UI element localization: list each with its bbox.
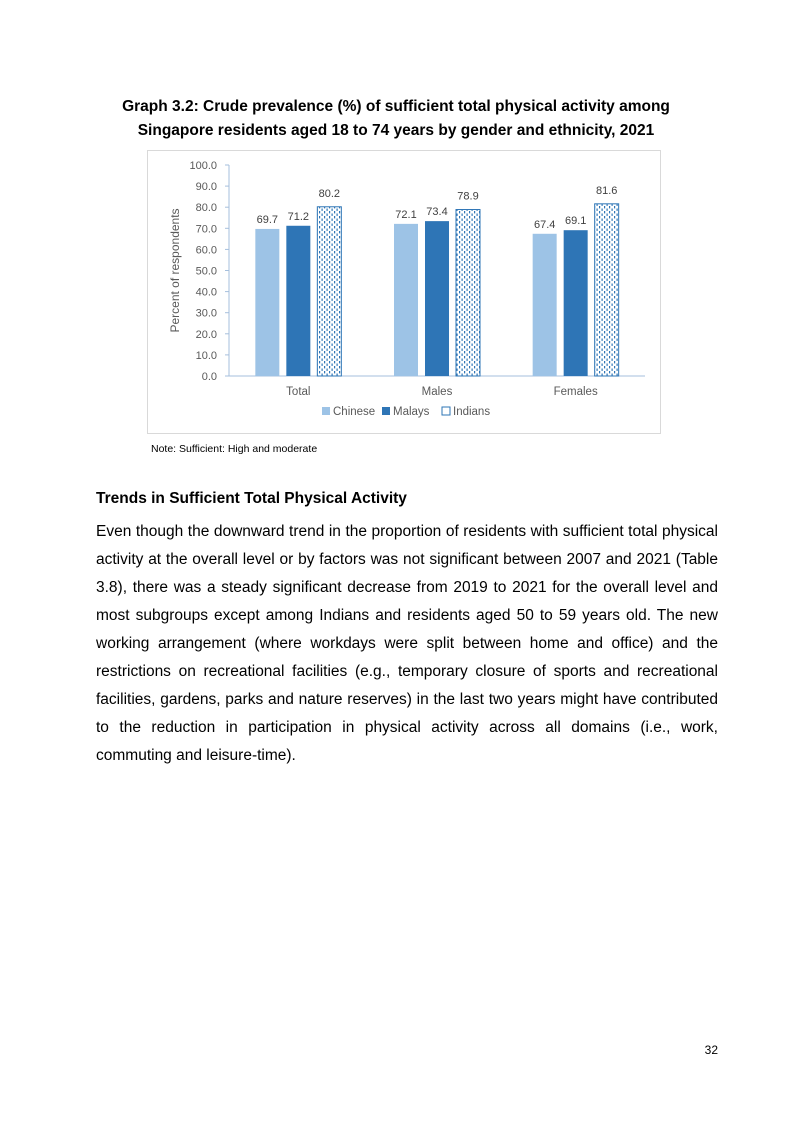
y-tick-label: 100.0 bbox=[189, 160, 217, 172]
plot-area bbox=[168, 160, 645, 418]
x-tick-label: Total bbox=[286, 386, 311, 398]
x-tick-label: Males bbox=[421, 386, 453, 398]
legend-swatch-indians bbox=[442, 407, 450, 415]
y-tick-label: 60.0 bbox=[195, 244, 217, 257]
legend-label: Indians bbox=[453, 406, 491, 418]
bar-indians-total bbox=[317, 207, 341, 376]
graph-title: Graph 3.2: Crude prevalence (%) of sufficient total physical activity among Singapore residents aged 18 to 74 years by gender and ethnicity, 2021 bbox=[122, 98, 670, 139]
bar-malays-males bbox=[425, 221, 449, 376]
data-label: 69.1 bbox=[564, 215, 587, 228]
y-tick-label: 40.0 bbox=[195, 286, 217, 299]
data-label: 69.7 bbox=[256, 213, 279, 226]
bar-chinese-females bbox=[533, 234, 557, 376]
legend-swatch-malays bbox=[382, 407, 390, 415]
bar-chinese-males bbox=[394, 224, 418, 376]
legend-label: Chinese bbox=[333, 406, 376, 418]
bar-indians-males bbox=[456, 210, 480, 376]
chart-container bbox=[147, 150, 661, 434]
graph-note: Note: Sufficient: High and moderate bbox=[151, 443, 318, 455]
y-tick-label: 0.0 bbox=[201, 371, 217, 383]
bar-chinese-total bbox=[255, 229, 279, 376]
y-tick-label: 30.0 bbox=[195, 307, 217, 320]
legend-swatch-chinese bbox=[322, 407, 330, 415]
y-tick-label: 70.0 bbox=[195, 223, 217, 236]
page-number: 32 bbox=[704, 1043, 718, 1057]
y-axis-title: Percent of respondents bbox=[168, 208, 182, 333]
data-label: 81.6 bbox=[595, 184, 618, 197]
data-label: 78.9 bbox=[457, 190, 479, 203]
data-label: 73.4 bbox=[426, 206, 448, 219]
section-heading: Trends in Sufficient Total Physical Activity bbox=[96, 490, 407, 507]
bar-chart bbox=[148, 151, 660, 433]
bar-malays-females bbox=[564, 230, 588, 376]
y-tick-label: 90.0 bbox=[195, 181, 217, 194]
y-tick-label: 80.0 bbox=[195, 202, 217, 215]
legend-label: Malays bbox=[393, 406, 430, 418]
data-label: 72.1 bbox=[395, 208, 417, 221]
y-tick-label: 20.0 bbox=[195, 328, 217, 341]
x-tick-label: Females bbox=[553, 386, 598, 398]
body-paragraph: Even though the downward trend in the proportion of residents with sufficient total physical activity at the overall level or by factors was not significant between 2007 and 2021 (Table 3.8), there was a steady significant decrease from 2019 to 2021 for the overall level and most subgroups except among Indians and residents aged 50 to 59 years old. The new working arrangement (where workdays were split between home and office) and the restrictions on recreational facilities (e.g., temporary closure of sports and recreational facilities, gardens, parks and nature reserves) in the last two years might have contributed to the reduction in participation in physical activity across all domains (i.e., work, commuting and leisure-time). bbox=[96, 523, 718, 764]
data-label: 71.2 bbox=[287, 210, 310, 223]
y-tick-label: 10.0 bbox=[195, 349, 217, 362]
bar-indians-females bbox=[595, 204, 619, 376]
data-label: 67.4 bbox=[533, 218, 556, 231]
bar-malays-total bbox=[286, 226, 310, 376]
data-label: 80.2 bbox=[318, 187, 341, 200]
y-tick-label: 50.0 bbox=[195, 265, 217, 278]
